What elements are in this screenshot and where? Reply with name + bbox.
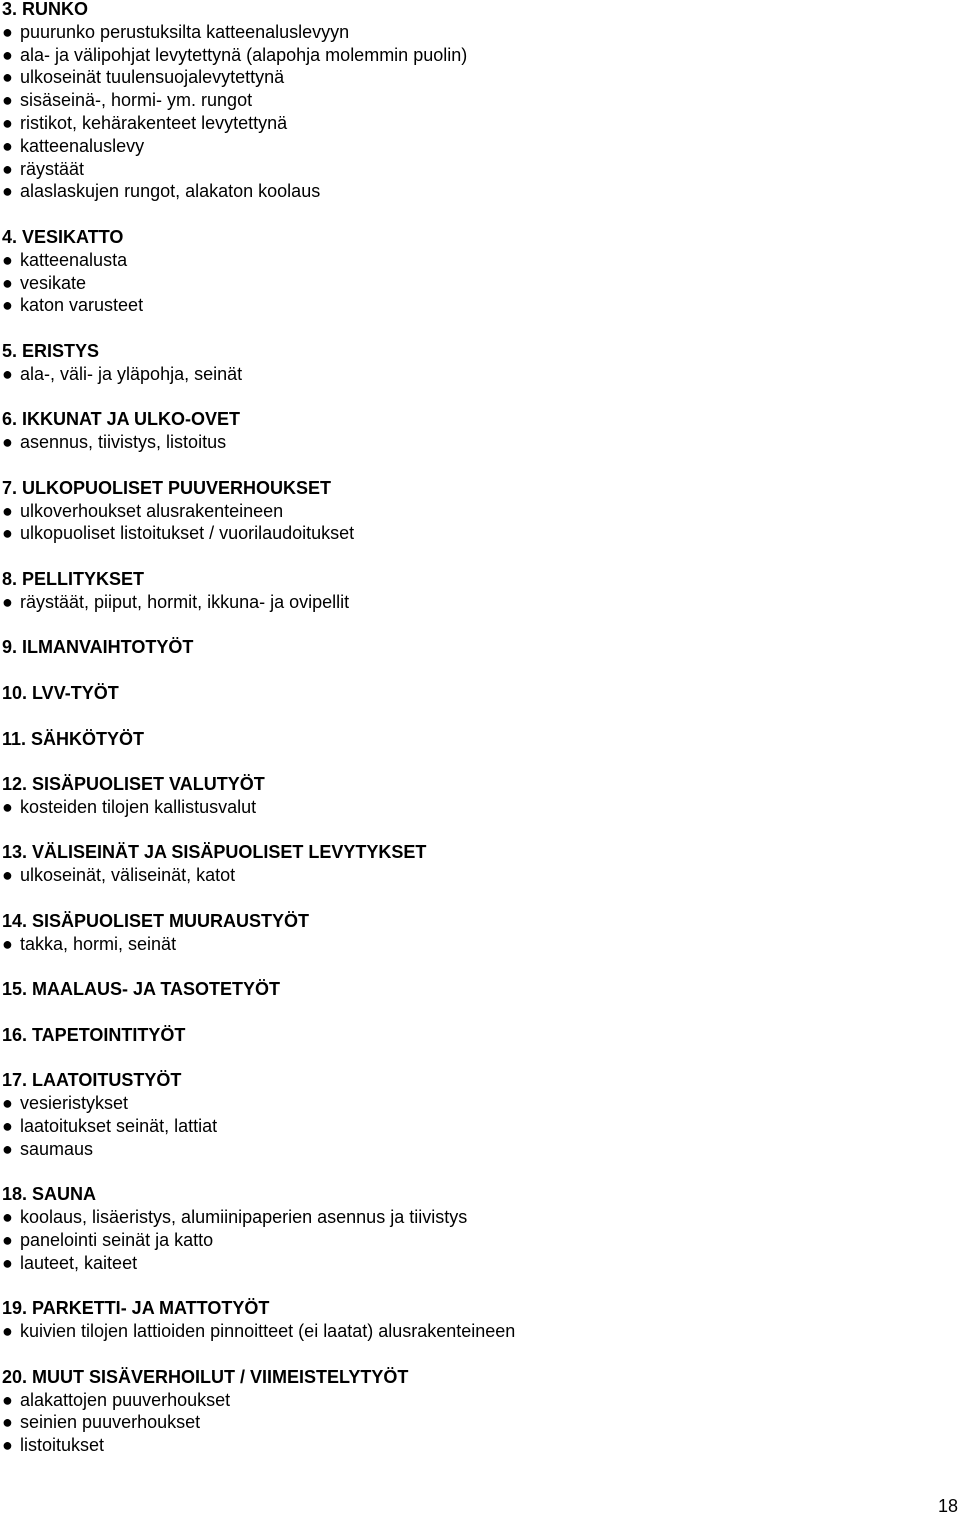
list-item bbox=[2, 1206, 942, 1229]
section bbox=[2, 773, 942, 819]
list-item-text: kosteiden tilojen kallistusvalut bbox=[20, 796, 257, 817]
list-item bbox=[2, 1138, 942, 1161]
list-item bbox=[2, 180, 942, 203]
list-item-text: ulkoseinät, väliseinät, katot bbox=[20, 865, 236, 886]
list-item bbox=[2, 1411, 942, 1434]
section-heading: 4. VESIKATTO bbox=[2, 226, 124, 247]
section-heading: 12. SISÄPUOLISET VALUTYÖT bbox=[2, 774, 265, 795]
section-heading: 3. RUNKO bbox=[2, 0, 89, 19]
section-heading: 14. SISÄPUOLISET MUURAUSTYÖT bbox=[2, 910, 310, 931]
bullet-icon: ● bbox=[2, 796, 13, 817]
bullet-icon: ● bbox=[2, 591, 13, 612]
section-heading: 10. LVV-TYÖT bbox=[2, 682, 119, 703]
list-item-text: koolaus, lisäeristys, alumiinipaperien asennus ja tiivistys bbox=[20, 1207, 468, 1228]
bullet-icon: ● bbox=[2, 44, 13, 65]
page-number: 18 bbox=[937, 1496, 958, 1516]
bullet-icon: ● bbox=[2, 1321, 13, 1342]
list-item-text: laatoitukset seinät, lattiat bbox=[20, 1116, 218, 1137]
list-item bbox=[2, 1252, 942, 1275]
section bbox=[2, 841, 942, 887]
list-item bbox=[2, 272, 942, 295]
bullet-icon: ● bbox=[2, 21, 13, 42]
bullet-icon: ● bbox=[2, 135, 13, 156]
list-item-text: asennus, tiivistys, listoitus bbox=[20, 432, 227, 453]
section-heading: 8. PELLITYKSET bbox=[2, 568, 145, 589]
section-heading: 13. VÄLISEINÄT JA SISÄPUOLISET LEVYTYKSET bbox=[2, 842, 427, 863]
section-heading: 5. ERISTYS bbox=[2, 340, 100, 361]
bullet-icon: ● bbox=[2, 1252, 13, 1273]
bullet-icon: ● bbox=[2, 500, 13, 521]
bullet-icon: ● bbox=[2, 933, 13, 954]
section bbox=[2, 636, 942, 659]
bullet-icon: ● bbox=[2, 1389, 13, 1410]
section bbox=[2, 682, 942, 705]
section-heading: 11. SÄHKÖTYÖT bbox=[2, 728, 145, 749]
list-item bbox=[2, 158, 942, 181]
document-body bbox=[2, 0, 942, 1480]
list-item-text: alaslaskujen rungot, alakaton koolaus bbox=[20, 181, 321, 202]
section-heading: 15. MAALAUS- JA TASOTETYÖT bbox=[2, 979, 281, 1000]
list-item-text: ala-, väli- ja yläpohja, seinät bbox=[20, 363, 243, 384]
list-item bbox=[2, 431, 942, 454]
list-item bbox=[2, 864, 942, 887]
bullet-icon: ● bbox=[2, 181, 13, 202]
list-item bbox=[2, 1434, 942, 1457]
list-item bbox=[2, 1092, 942, 1115]
bullet-icon: ● bbox=[2, 363, 13, 384]
list-item-text: kuivien tilojen lattioiden pinnoitteet (ei laatat) alusrakenteineen bbox=[20, 1321, 516, 1342]
list-item-text: seinien puuverhoukset bbox=[20, 1412, 201, 1433]
list-item bbox=[2, 363, 942, 386]
bullet-icon: ● bbox=[2, 90, 13, 111]
list-item-text: takka, hormi, seinät bbox=[20, 933, 177, 954]
list-item-text: katteenalusta bbox=[20, 249, 128, 270]
list-item bbox=[2, 500, 942, 523]
bullet-icon: ● bbox=[2, 67, 13, 88]
list-item-text: vesieristykset bbox=[20, 1093, 129, 1114]
list-item bbox=[2, 796, 942, 819]
list-item bbox=[2, 21, 942, 44]
section bbox=[2, 340, 942, 386]
section-heading: 19. PARKETTI- JA MATTOTYÖT bbox=[2, 1298, 270, 1319]
bullet-icon: ● bbox=[2, 1435, 13, 1456]
list-item-text: panelointi seinät ja katto bbox=[20, 1230, 214, 1251]
list-item bbox=[2, 89, 942, 112]
list-item-text: räystäät, piiput, hormit, ikkuna- ja ovipellit bbox=[20, 591, 350, 612]
section-heading: 17. LAATOITUSTYÖT bbox=[2, 1070, 182, 1091]
list-item bbox=[2, 135, 942, 158]
section bbox=[2, 1024, 942, 1047]
list-item bbox=[2, 591, 942, 614]
list-item-text: puurunko perustuksilta katteenaluslevyyn bbox=[20, 21, 350, 42]
section bbox=[2, 568, 942, 614]
bullet-icon: ● bbox=[2, 523, 13, 544]
list-item-text: alakattojen puuverhoukset bbox=[20, 1389, 231, 1410]
list-item bbox=[2, 522, 942, 545]
list-item-text: vesikate bbox=[20, 272, 87, 293]
section-heading: 18. SAUNA bbox=[2, 1184, 97, 1205]
list-item bbox=[2, 933, 942, 956]
bullet-icon: ● bbox=[2, 158, 13, 179]
section-heading: 6. IKKUNAT JA ULKO-OVET bbox=[2, 409, 241, 430]
bullet-icon: ● bbox=[2, 865, 13, 886]
list-item-text: ala- ja välipohjat levytettynä (alapohja molemmin puolin) bbox=[20, 44, 468, 65]
section-heading: 7. ULKOPUOLISET PUUVERHOUKSET bbox=[2, 477, 332, 498]
list-item-text: räystäät bbox=[20, 158, 85, 179]
section bbox=[2, 226, 942, 317]
section bbox=[2, 1183, 942, 1274]
list-item bbox=[2, 1389, 942, 1412]
section bbox=[2, 1366, 942, 1457]
list-item-text: saumaus bbox=[20, 1138, 94, 1159]
bullet-icon: ● bbox=[2, 272, 13, 293]
bullet-icon: ● bbox=[2, 1207, 13, 1228]
list-item-text: katon varusteet bbox=[20, 295, 144, 316]
section bbox=[2, 910, 942, 956]
section-heading: 9. ILMANVAIHTOTYÖT bbox=[2, 637, 194, 658]
list-item bbox=[2, 44, 942, 67]
section bbox=[2, 1069, 942, 1160]
section bbox=[2, 408, 942, 454]
bullet-icon: ● bbox=[2, 432, 13, 453]
list-item bbox=[2, 112, 942, 135]
bullet-icon: ● bbox=[2, 249, 13, 270]
section bbox=[2, 477, 942, 545]
bullet-icon: ● bbox=[2, 295, 13, 316]
section bbox=[2, 978, 942, 1001]
list-item-text: ristikot, kehärakenteet levytettynä bbox=[20, 112, 288, 133]
list-item-text: ulkopuoliset listoitukset / vuorilaudoitukset bbox=[20, 523, 355, 544]
bullet-icon: ● bbox=[2, 1138, 13, 1159]
list-item-text: ulkoverhoukset alusrakenteineen bbox=[20, 500, 284, 521]
bullet-icon: ● bbox=[2, 1230, 13, 1251]
bullet-icon: ● bbox=[2, 1093, 13, 1114]
section bbox=[2, 728, 942, 751]
list-item-text: sisäseinä-, hormi- ym. rungot bbox=[20, 90, 253, 111]
list-item bbox=[2, 66, 942, 89]
bullet-icon: ● bbox=[2, 1412, 13, 1433]
list-item bbox=[2, 1115, 942, 1138]
bullet-icon: ● bbox=[2, 112, 13, 133]
list-item-text: ulkoseinät tuulensuojalevytettynä bbox=[20, 67, 285, 88]
list-item bbox=[2, 249, 942, 272]
list-item bbox=[2, 1229, 942, 1252]
list-item-text: lauteet, kaiteet bbox=[20, 1252, 138, 1273]
bullet-icon: ● bbox=[2, 1116, 13, 1137]
list-item bbox=[2, 294, 942, 317]
section-heading: 20. MUUT SISÄVERHOILUT / VIIMEISTELYTYÖT bbox=[2, 1366, 409, 1387]
section-heading: 16. TAPETOINTITYÖT bbox=[2, 1024, 186, 1045]
section bbox=[2, 1297, 942, 1343]
list-item-text: listoitukset bbox=[20, 1435, 105, 1456]
list-item bbox=[2, 1320, 942, 1343]
list-item-text: katteenaluslevy bbox=[20, 135, 145, 156]
section bbox=[2, 0, 942, 203]
